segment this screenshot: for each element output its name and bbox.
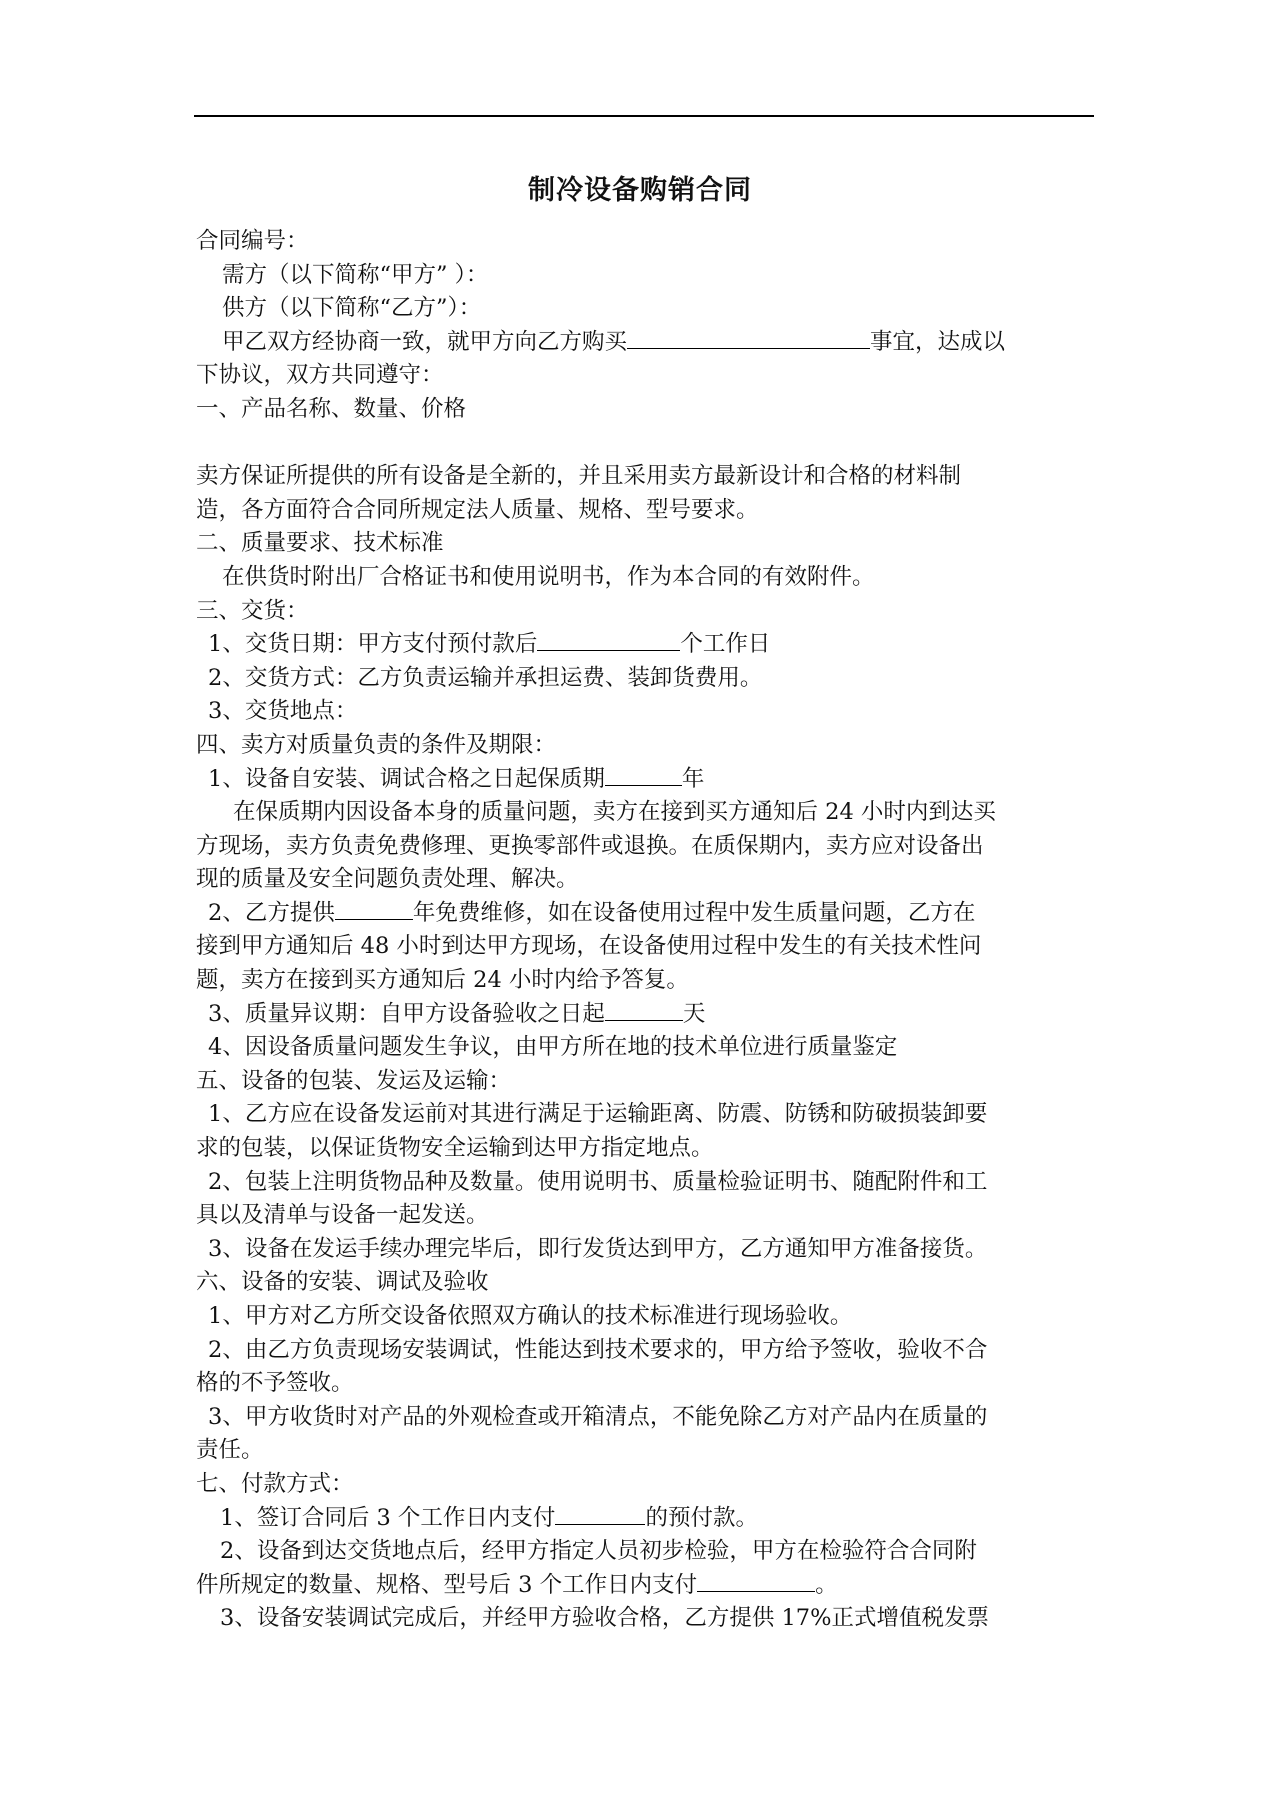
- inspection-line-2: 责任。: [196, 1437, 264, 1464]
- product-blank: [627, 347, 870, 349]
- delivery-date-line: [196, 628, 1096, 662]
- advance-payment-line: [196, 1502, 1096, 1536]
- intro-line-2: 下协议，双方共同遵守：: [196, 362, 444, 389]
- installation-line-2: 格的不予签收。: [196, 1370, 354, 1397]
- intro-text-tail: 事宜，达成以: [870, 328, 1006, 355]
- packaging-line-2: 求的包装，以保证货物安全运输到达甲方指定地点。: [196, 1135, 714, 1162]
- document-title: 制冷设备购销合同: [528, 175, 752, 206]
- acceptance-line: 1、甲方对乙方所交设备依照双方确认的技术标准进行现场验收。: [208, 1303, 853, 1329]
- section-4-paragraph: 现的质量及安全问题负责处理、解决。: [196, 866, 579, 893]
- free-repair-line: [196, 897, 1096, 931]
- intro-line: [196, 326, 1096, 360]
- delivery-location-line: 3、交货地点：: [208, 698, 358, 725]
- party-b-line: 供方（以下简称“乙方”）：: [222, 295, 482, 322]
- second-payment-line-2: [196, 1569, 1096, 1603]
- packaging-label-line-2: 具以及清单与设备一起发送。: [196, 1202, 489, 1229]
- warranty-years-blank: [605, 784, 682, 786]
- objection-period-text: 3、质量异议期：自甲方设备验收之日起: [208, 1000, 605, 1027]
- section-3-heading: 三、交货：: [196, 597, 309, 624]
- dispute-line: 4、因设备质量问题发生争议，由甲方所在地的技术单位进行质量鉴定: [208, 1034, 898, 1061]
- second-payment-blank: [697, 1590, 815, 1592]
- warranty-period-line: [196, 763, 1096, 797]
- packaging-line: 1、乙方应在设备发运前对其进行满足于运输距离、防震、防锈和防破损装卸要: [208, 1101, 988, 1128]
- advance-payment-text: 1、签订合同后 3 个工作日内支付: [220, 1504, 556, 1531]
- section-5-heading: 五、设备的包装、发运及运输：: [196, 1067, 512, 1094]
- delivery-days-blank: [537, 649, 680, 651]
- contract-number-line: 合同编号：: [196, 228, 309, 254]
- free-repair-years-blank: [335, 918, 413, 920]
- section-2-heading: 二、质量要求、技术标准: [196, 530, 444, 557]
- section-6-heading: 六、设备的安装、调试及验收: [196, 1269, 489, 1296]
- warranty-period-text: 1、设备自安装、调试合格之日起保质期: [208, 765, 605, 792]
- party-a-line: 需方（以下简称“甲方” ）：: [222, 261, 489, 288]
- section-4-paragraph: 在保质期内因设备本身的质量问题，卖方在接到买方通知后 24 小时内到达买: [233, 799, 996, 826]
- section-1-paragraph: 卖方保证所提供的所有设备是全新的，并且采用卖方最新设计和合格的材料制: [196, 463, 962, 490]
- delivery-date-text: 1、交货日期：甲方支付预付款后: [208, 631, 538, 658]
- inspection-line: 3、甲方收货时对产品的外观检查或开箱清点，不能免除乙方对产品内在质量的: [208, 1403, 988, 1430]
- objection-days-blank: [605, 1019, 683, 1021]
- objection-period-line: [196, 998, 1096, 1032]
- packaging-label-line: 2、包装上注明货物品种及数量。使用说明书、质量检验证明书、随配附件和工: [208, 1168, 988, 1195]
- header-rule: [194, 115, 1094, 117]
- advance-payment-tail: 的预付款。: [645, 1504, 758, 1531]
- final-payment-line: 3、设备安装调试完成后，并经甲方验收合格，乙方提供 17%正式增值税发票: [220, 1605, 989, 1632]
- delivery-method-line: 2、交货方式：乙方负责运输并承担运费、装卸货费用。: [208, 664, 763, 691]
- section-1-paragraph: 造，各方面符合合同所规定法人质量、规格、型号要求。: [196, 496, 759, 523]
- advance-payment-blank: [555, 1523, 645, 1525]
- warranty-period-unit: 年: [681, 765, 705, 792]
- section-2-paragraph: 在供货时附出厂合格证书和使用说明书，作为本合同的有效附件。: [222, 563, 875, 590]
- free-repair-line-3: 题，卖方在接到买方通知后 24 小时内给予答复。: [196, 967, 689, 994]
- second-payment-line: 2、设备到达交货地点后，经甲方指定人员初步检验，甲方在检验符合合同附: [220, 1538, 977, 1565]
- shipping-line: 3、设备在发运手续办理完毕后，即行发货达到甲方，乙方通知甲方准备接货。: [208, 1235, 988, 1262]
- delivery-date-unit: 个工作日: [680, 631, 771, 658]
- blank-spacer: [196, 427, 1096, 461]
- contract-body: [196, 225, 1096, 1636]
- installation-line: 2、由乙方负责现场安装调试，性能达到技术要求的，甲方给予签收，验收不合: [208, 1336, 988, 1363]
- second-payment-tail: 。: [815, 1571, 838, 1598]
- free-repair-text-tail: 年免费维修，如在设备使用过程中发生质量问题，乙方在: [412, 899, 976, 926]
- section-7-heading: 七、付款方式：: [196, 1470, 354, 1497]
- free-repair-text: 2、乙方提供: [208, 899, 335, 926]
- section-1-heading: 一、产品名称、数量、价格: [196, 395, 467, 422]
- free-repair-line-2: 接到甲方通知后 48 小时到达甲方现场，在设备使用过程中发生的有关技术性问: [196, 933, 982, 960]
- section-4-paragraph: 方现场，卖方负责免费修理、更换零部件或退换。在质保期内，卖方应对设备出: [196, 832, 984, 859]
- second-payment-text: 件所规定的数量、规格、型号后 3 个工作日内支付: [196, 1571, 698, 1598]
- objection-period-unit: 天: [682, 1000, 706, 1027]
- intro-text: 甲乙双方经协商一致，就甲方向乙方购买: [222, 328, 628, 355]
- section-4-heading: 四、卖方对质量负责的条件及期限：: [196, 731, 557, 758]
